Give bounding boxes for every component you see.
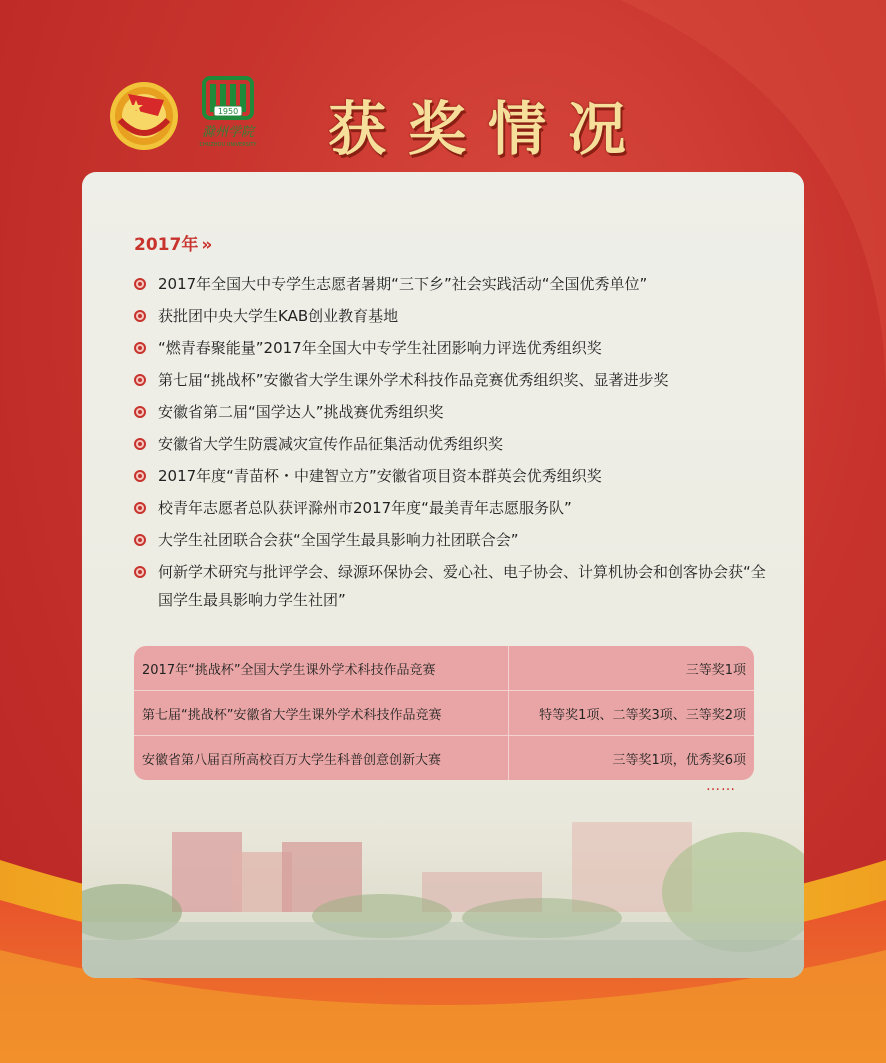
chevron-right-icon: » [201,235,213,255]
list-item [134,302,774,330]
youth-league-emblem-icon [108,80,180,152]
more-ellipsis: …… [706,778,736,794]
year-heading [134,230,212,255]
bullet-icon [134,374,146,386]
list-item [134,526,774,554]
table-row [134,736,754,781]
univ-logo-name: 滁州学院 [201,125,255,140]
award-text: 获批团中央大学生KAB创业教育基地 [158,307,399,325]
bullet-icon [134,406,146,418]
table-row [134,646,754,691]
bullet-icon [134,566,146,578]
competition-result: 三等奖1项，优秀奖6项 [509,736,755,781]
competition-name: 安徽省第八届百所高校百万大学生科普创意创新大赛 [134,736,509,781]
list-item [134,334,774,362]
bullet-icon [134,438,146,450]
bullet-icon [134,310,146,322]
competition-result: 特等奖1项、二等奖3项、三等奖2项 [509,691,755,736]
header [0,0,886,170]
awards-list [134,270,774,618]
list-item [134,270,774,298]
competition-table [134,646,754,780]
competition-name: 第七届“挑战杯”安徽省大学生课外学术科技作品竞赛 [134,691,509,736]
award-text: 大学生社团联合会获“全国学生最具影响力社团联合会” [158,531,519,549]
award-text: “燃青春聚能量”2017年全国大中专学生社团影响力评选优秀组织奖 [158,339,602,357]
univ-logo-year: 1950 [217,107,239,116]
list-item [134,558,774,614]
competition-name: 2017年“挑战杯”全国大学生课外学术科技作品竞赛 [134,646,509,691]
competition-result: 三等奖1项 [685,662,746,678]
bullet-icon [134,502,146,514]
list-item [134,430,774,458]
content-panel [82,172,804,978]
campus-photo [82,812,804,978]
award-text: 2017年度“青苗杯・中建智立方”安徽省项目资本群英会优秀组织奖 [158,467,602,485]
bullet-icon [134,278,146,290]
table-row [134,691,754,736]
award-text: 2017年全国大中专学生志愿者暑期“三下乡”社会实践活动“全国优秀单位” [158,275,648,293]
bullet-icon [134,342,146,354]
list-item [134,398,774,426]
page-title: 获奖情况 [328,95,649,163]
list-item [134,494,774,522]
year-label: 2017年 [134,235,199,255]
list-item [134,366,774,394]
award-text: 安徽省大学生防震减灾宣传作品征集活动优秀组织奖 [158,435,504,453]
univ-logo-en: CHUZHOU UNIVERSITY [199,142,257,148]
list-item [134,462,774,490]
university-logo-icon [194,76,262,156]
award-text: 安徽省第二届“国学达人”挑战赛优秀组织奖 [158,403,444,421]
award-text: 第七届“挑战杯”安徽省大学生课外学术科技作品竞赛优秀组织奖、显著进步奖 [158,371,669,389]
award-text: 校青年志愿者总队获评滁州市2017年度“最美青年志愿服务队” [158,499,572,517]
bullet-icon [134,470,146,482]
bullet-icon [134,534,146,546]
award-text: 何新学术研究与批评学会、绿源环保协会、爱心社、电子协会、计算机协会和创客协会获“全国学生最具影响力学生社团” [158,563,766,609]
